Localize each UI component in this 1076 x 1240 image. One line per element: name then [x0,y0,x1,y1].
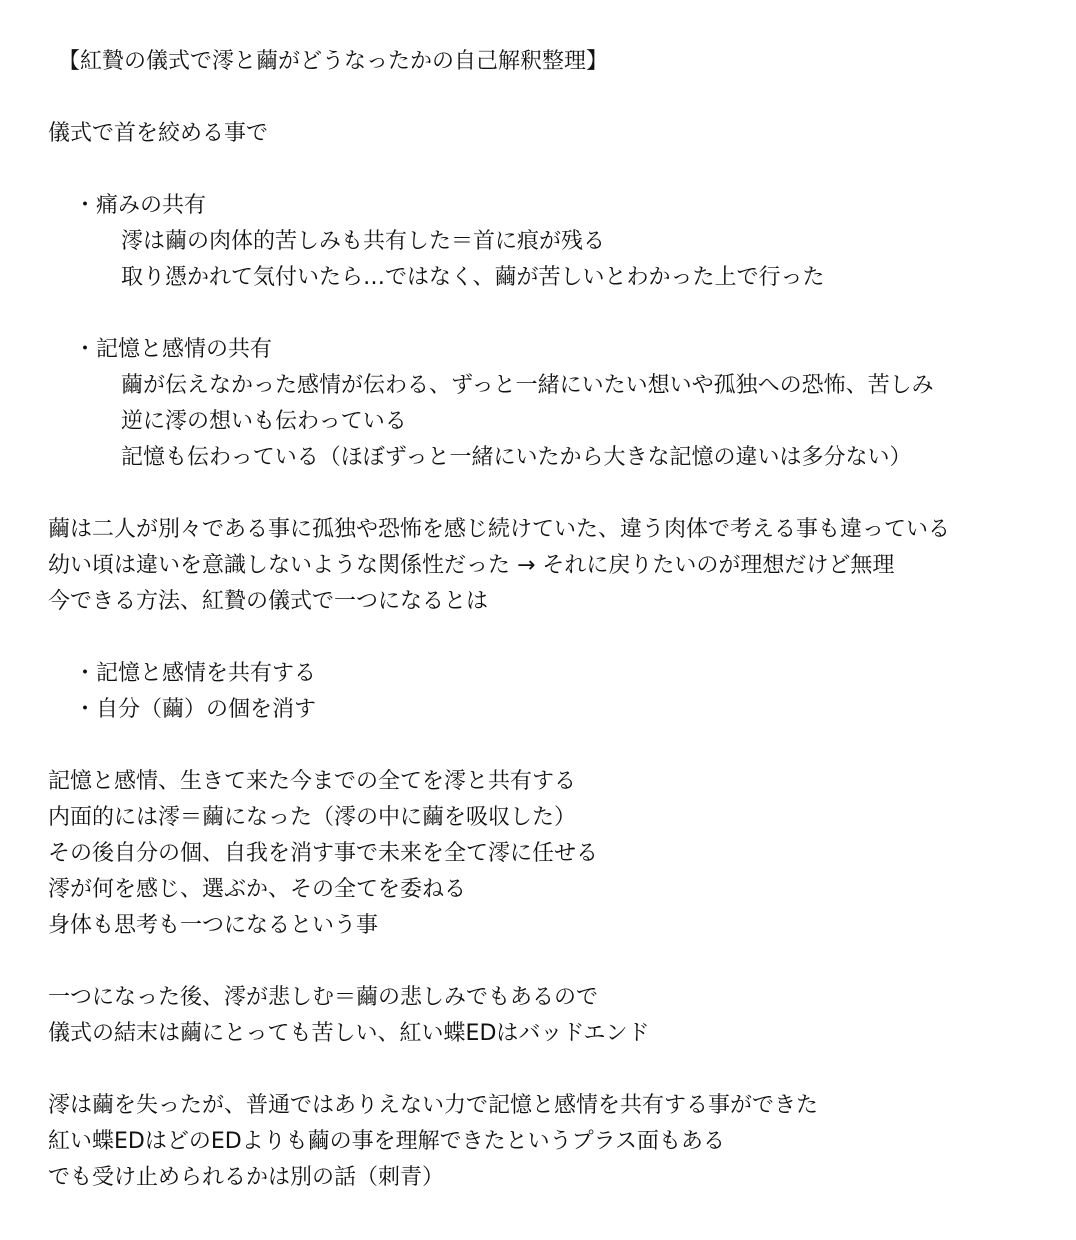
paragraph-line: 身体も思考も一つになるという事 [48,913,379,938]
paragraph-line: でも受け止められるかは別の話（刺青） [48,1165,445,1190]
spacer [48,476,1058,512]
bullet-item: ・記憶と感情を共有する [74,661,317,686]
spacer [48,152,1058,188]
paragraph-line: 澪が何を感じ、選ぶか、その全てを委ねる [48,877,467,902]
paragraph-line: 今できる方法、紅贄の儀式で一つになるとは [48,589,489,614]
detail-line: 取り憑かれて気付いたら…ではなく、繭が苦しいとわかった上で行った [121,265,825,290]
detail-line: 繭が伝えなかった感情が伝わる、ずっと一緒にいたい想いや孤独への恐怖、苦しみ [121,373,934,398]
paragraph-line: 儀式の結末は繭にとっても苦しい、紅い蝶EDはバッドエンド [48,1021,650,1046]
spacer [48,296,1058,332]
spacer [48,620,1058,656]
intro-line: 儀式で首を絞める事で [48,121,269,146]
detail-line: 逆に澪の想いも伝わっている [121,409,407,434]
paragraph-line: 一つになった後、澪が悲しむ＝繭の悲しみでもあるので [48,985,599,1010]
paragraph-line: 紅い蝶EDはどのEDよりも繭の事を理解できたというプラス面もある [48,1129,726,1154]
spacer [48,944,1058,980]
paragraph-line: 内面的には澪＝繭になった（澪の中に繭を吸収した） [48,805,577,830]
spacer [48,728,1058,764]
bullet-pain-sharing: ・痛みの共有 [74,193,207,218]
bullet-item: ・自分（繭）の個を消す [74,697,317,722]
detail-line: 澪は繭の肉体的苦しみも共有した＝首に痕が残る [121,229,606,254]
paragraph-line: 澪は繭を失ったが、普通ではありえない力で記憶と感情を共有する事ができた [48,1093,819,1118]
detail-line: 記憶も伝わっている（ほぼずっと一緒にいたから大きな記憶の違いは多分ない） [121,445,912,470]
paragraph-line: その後自分の個、自我を消す事で未来を全て澪に任せる [48,841,599,866]
document-title: 【紅贄の儀式で澪と繭がどうなったかの自己解釈整理】 [58,49,609,74]
bullet-memory-emotion-sharing: ・記憶と感情の共有 [74,337,273,362]
paragraph-line: 繭は二人が別々である事に孤独や恐怖を感じ続けていた、違う肉体で考える事も違っている [48,517,951,542]
spacer [48,80,1058,116]
paragraph-line: 幼い頃は違いを意識しないような関係性だった → それに戻りたいのが理想だけど無理 [48,553,895,578]
spacer [48,1052,1058,1088]
paragraph-line: 記憶と感情、生きて来た今までの全てを澪と共有する [48,769,577,794]
document-body [48,44,1058,1196]
